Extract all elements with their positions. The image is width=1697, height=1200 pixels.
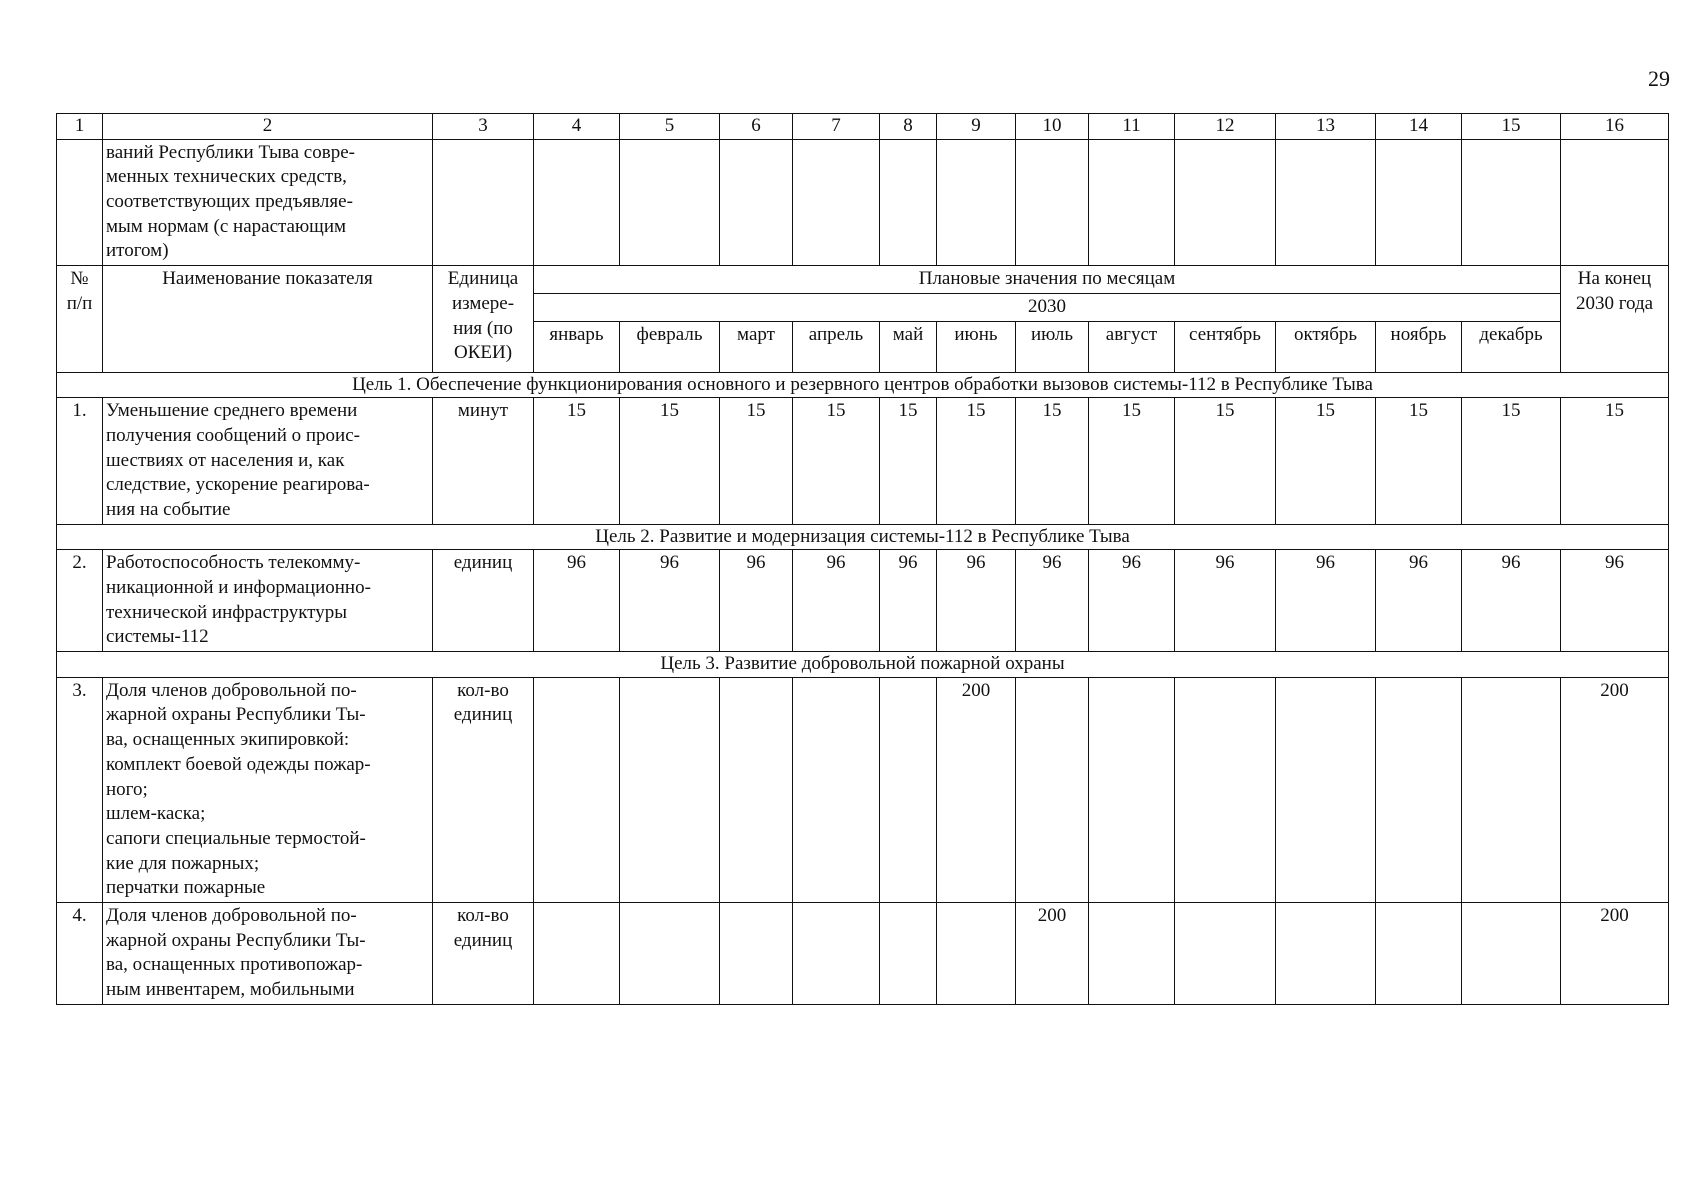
empty-cell [1462,139,1561,265]
month-header: сентябрь [1175,321,1276,372]
continuation-row [57,139,1669,265]
end-value-cell: 15 [1561,398,1669,524]
index-cell: 9 [937,114,1016,140]
value-cell: 15 [793,398,880,524]
empty-cell [1016,139,1089,265]
continuation-name: ваний Республики Тыва совре- менных технических средств, соответствующих предъявляе- мым нормам (с нарастающим итогом) [103,139,433,265]
column-index-row [57,114,1669,140]
value-cell: 15 [1276,398,1376,524]
value-cell [1016,677,1089,902]
row-number: 3. [57,677,103,902]
value-cell [1175,677,1276,902]
value-cell: 15 [1175,398,1276,524]
header-unit: Единица измере- ния (по ОКЕИ) [433,266,534,372]
month-header: май [880,321,937,372]
value-cell: 96 [1175,550,1276,652]
index-cell: 10 [1016,114,1089,140]
value-cell [1376,677,1462,902]
index-cell: 3 [433,114,534,140]
value-cell: 96 [1089,550,1175,652]
unit-cell: минут [433,398,534,524]
empty-cell [793,139,880,265]
value-cell: 15 [937,398,1016,524]
value-cell [1462,677,1561,902]
month-header: июнь [937,321,1016,372]
table-row [57,550,1669,652]
value-cell [1276,677,1376,902]
empty-cell [880,139,937,265]
value-cell: 96 [937,550,1016,652]
value-cell: 96 [620,550,720,652]
value-cell [1089,677,1175,902]
empty-cell [1089,139,1175,265]
month-header: июль [1016,321,1089,372]
index-cell: 15 [1462,114,1561,140]
index-cell: 12 [1175,114,1276,140]
value-cell: 200 [1016,902,1089,1004]
row-number: 2. [57,550,103,652]
value-cell [534,677,620,902]
month-header: август [1089,321,1175,372]
value-cell: 15 [1376,398,1462,524]
index-cell: 4 [534,114,620,140]
end-value-cell: 96 [1561,550,1669,652]
empty-cell [937,139,1016,265]
value-cell: 96 [534,550,620,652]
index-cell: 6 [720,114,793,140]
value-cell: 96 [1376,550,1462,652]
month-header: январь [534,321,620,372]
empty-cell [1376,139,1462,265]
index-cell: 14 [1376,114,1462,140]
value-cell: 96 [1016,550,1089,652]
empty-cell [534,139,620,265]
empty-cell [1175,139,1276,265]
goal-title: Цель 2. Развитие и модернизация системы-112 в Республике Тыва [57,524,1669,550]
indicators-table [56,113,1669,1005]
header-plan: Плановые значения по месяцам [534,266,1561,294]
value-cell: 96 [793,550,880,652]
table-row [57,902,1669,1004]
table-row [57,677,1669,902]
goal-row [57,524,1669,550]
value-cell [1089,902,1175,1004]
goal-row [57,372,1669,398]
value-cell: 15 [1016,398,1089,524]
value-cell [793,677,880,902]
value-cell: 96 [720,550,793,652]
value-cell: 15 [880,398,937,524]
index-cell: 2 [103,114,433,140]
value-cell: 15 [534,398,620,524]
goal-row [57,652,1669,678]
empty-cell [1276,139,1376,265]
continuation-no [57,139,103,265]
month-header: ноябрь [1376,321,1462,372]
month-header: декабрь [1462,321,1561,372]
unit-cell: единиц [433,550,534,652]
value-cell: 15 [1462,398,1561,524]
value-cell [880,902,937,1004]
end-value-cell: 200 [1561,902,1669,1004]
indicator-name: Доля членов добровольной по- жарной охраны Республики Ты- ва, оснащенных противопожар- ным инвентарем, мобильными [103,902,433,1004]
end-value-cell: 200 [1561,677,1669,902]
header-end: На конец 2030 года [1561,266,1669,372]
month-header: октябрь [1276,321,1376,372]
value-cell [534,902,620,1004]
month-header: февраль [620,321,720,372]
empty-cell [720,139,793,265]
value-cell [1175,902,1276,1004]
index-cell: 5 [620,114,720,140]
value-cell: 15 [620,398,720,524]
table-row [57,398,1669,524]
month-header: март [720,321,793,372]
value-cell [880,677,937,902]
value-cell [1276,902,1376,1004]
header-name: Наименование показателя [103,266,433,372]
value-cell [937,902,1016,1004]
header-row-1 [57,266,1669,294]
index-cell: 1 [57,114,103,140]
goal-title: Цель 1. Обеспечение функционирования основного и резервного центров обработки вызовов системы-112 в Республике Тыва [57,372,1669,398]
empty-cell [1561,139,1669,265]
index-cell: 8 [880,114,937,140]
indicator-name: Уменьшение среднего времени получения сообщений о проис- шествиях от населения и, как следствие, ускорение реагирова- ния на событие [103,398,433,524]
value-cell: 96 [880,550,937,652]
goal-title: Цель 3. Развитие добровольной пожарной охраны [57,652,1669,678]
empty-cell [433,139,534,265]
indicator-name: Доля членов добровольной по- жарной охраны Республики Ты- ва, оснащенных экипировкой: комплект боевой одежды пожар- ного; шлем-каска; сапоги специальные термостой- кие для пожарных; перчатки пожарные [103,677,433,902]
value-cell [720,902,793,1004]
empty-cell [620,139,720,265]
unit-cell: кол-во единиц [433,902,534,1004]
value-cell [720,677,793,902]
index-cell: 11 [1089,114,1175,140]
value-cell [620,902,720,1004]
index-cell: 13 [1276,114,1376,140]
value-cell [620,677,720,902]
index-cell: 16 [1561,114,1669,140]
value-cell [1462,902,1561,1004]
unit-cell: кол-во единиц [433,677,534,902]
page-number: 29 [1648,66,1670,91]
value-cell: 15 [720,398,793,524]
value-cell: 96 [1276,550,1376,652]
row-number: 1. [57,398,103,524]
row-number: 4. [57,902,103,1004]
index-cell: 7 [793,114,880,140]
indicator-name: Работоспособность телекомму- никационной и информационно- технической инфраструктуры системы-112 [103,550,433,652]
value-cell: 15 [1089,398,1175,524]
header-no: № п/п [57,266,103,372]
value-cell: 96 [1462,550,1561,652]
header-year: 2030 [534,293,1561,321]
value-cell [1376,902,1462,1004]
month-header: апрель [793,321,880,372]
value-cell [793,902,880,1004]
value-cell: 200 [937,677,1016,902]
